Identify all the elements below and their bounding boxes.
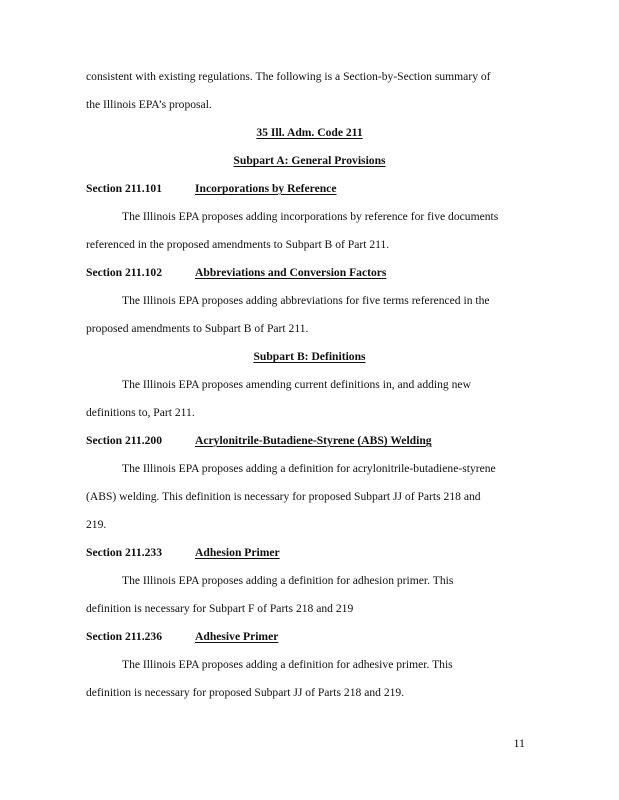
section-heading [86, 630, 278, 644]
intro-line: consistent with existing regulations. The following is a Section-by-Section summary of [86, 70, 491, 83]
paragraph-line: The Illinois EPA proposes adding a definition for adhesion primer. This [122, 574, 454, 587]
paragraph-line: referenced in the proposed amendments to Subpart B of Part 211. [86, 238, 390, 251]
paragraph-line: The Illinois EPA proposes amending current definitions in, and adding new [122, 378, 471, 391]
paragraph-line: The Illinois EPA proposes adding abbreviations for five terms referenced in the [122, 294, 490, 307]
section-heading [86, 266, 386, 280]
subpart-b-heading: Subpart B: Definitions [253, 350, 366, 363]
section-title: Adhesive Primer [195, 630, 279, 643]
paragraph-line: definition is necessary for proposed Subpart JJ of Parts 218 and 219. [86, 686, 405, 699]
paragraph-line: definition is necessary for Subpart F of Parts 218 and 219 [86, 602, 354, 615]
paragraph-line: proposed amendments to Subpart B of Part 211. [86, 322, 309, 335]
paragraph-line: 219. [86, 518, 107, 531]
section-title: Acrylonitrile-Butadiene-Styrene (ABS) Welding [195, 434, 432, 447]
paragraph-line: The Illinois EPA proposes adding a definition for adhesive primer. This [122, 658, 453, 671]
subpart-a-heading: Subpart A: General Provisions [233, 154, 386, 167]
section-heading [86, 182, 336, 196]
section-title: Adhesion Primer [195, 546, 280, 559]
section-number: Section 211.101 [86, 182, 163, 195]
section-heading [86, 434, 432, 448]
section-number: Section 211.200 [86, 434, 163, 447]
section-heading [86, 546, 280, 560]
paragraph-line: The Illinois EPA proposes adding incorporations by reference for five documents [122, 210, 499, 223]
section-title: Abbreviations and Conversion Factors [195, 266, 387, 279]
section-number: Section 211.233 [86, 546, 163, 559]
paragraph-line: (ABS) welding. This definition is necessary for proposed Subpart JJ of Parts 218 and [86, 490, 481, 503]
code-heading: 35 Ill. Adm. Code 211 [256, 126, 363, 139]
paragraph-line: The Illinois EPA proposes adding a definition for acrylonitrile-butadiene-styrene [122, 462, 496, 475]
intro-line: the Illinois EPA’s proposal. [86, 98, 212, 111]
section-number: Section 211.102 [86, 266, 163, 279]
page-number: 11 [513, 736, 525, 750]
section-number: Section 211.236 [86, 630, 163, 643]
paragraph-line: definitions to, Part 211. [86, 406, 195, 419]
section-title: Incorporations by Reference [195, 182, 337, 195]
